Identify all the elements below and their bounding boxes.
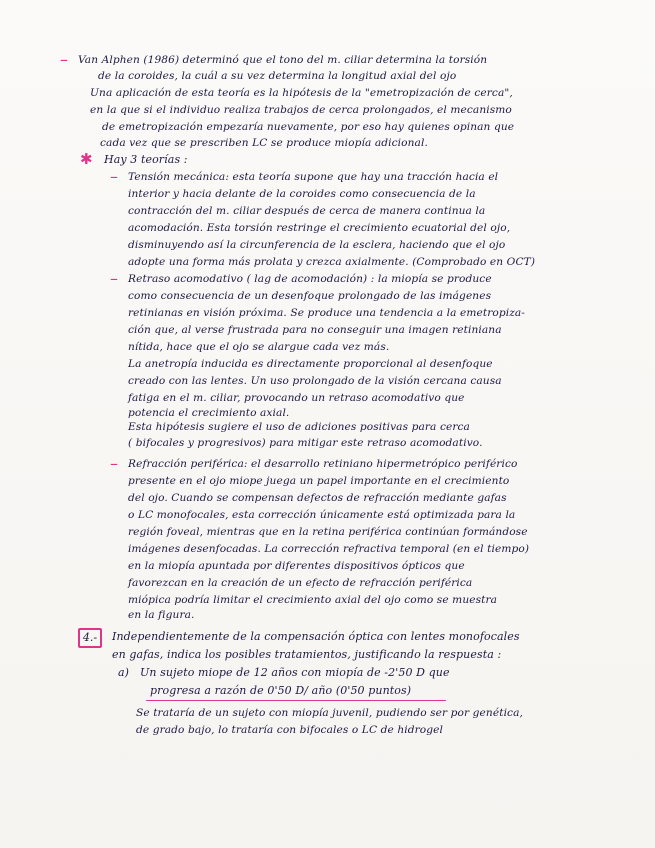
question-text-line: Independientemente de la compensación óptica con lentes monofocales <box>112 630 520 643</box>
question-text-line: Un sujeto miope de 12 años con miopía de -2'50 D que <box>140 666 450 679</box>
bullet-dash-icon: – <box>110 454 118 473</box>
text-line: nítida, hace que el ojo se alargue cada vez más. <box>128 341 390 353</box>
text-line: retinianas en visión próxima. Se produce una tendencia a la emetropiza- <box>128 307 525 319</box>
text-line: como consecuencia de un desenfoque prolongado de las imágenes <box>128 290 492 302</box>
text-line: interior y hacia delante de la coroides como consecuencia de la <box>128 188 476 200</box>
text-line: o LC monofocales, esta corrección únicamente está optimizada para la <box>128 509 516 521</box>
text-line: La anetropía inducida es directamente proporcional al desenfoque <box>128 358 493 370</box>
text-line: Refracción periférica: el desarrollo retiniano hipermetrópico periférico <box>128 458 518 470</box>
text-line: región foveal, mientras que en la retina periférica continúan formándose <box>128 526 528 538</box>
bullet-dash-icon: – <box>60 50 68 69</box>
text-line: de la coroides, la cuál a su vez determina la longitud axial del ojo <box>98 70 457 82</box>
text-line: ( bifocales y progresivos) para mitigar este retraso acomodativo. <box>128 437 483 449</box>
text-line: miópica podría limitar el crecimiento axial del ojo como se muestra <box>128 594 498 606</box>
text-line: creado con las lentes. Un uso prolongado de la visión cercana causa <box>128 375 502 387</box>
question-number-box: 4.- <box>78 628 102 648</box>
highlight-underline <box>146 700 446 701</box>
text-line: de emetropización empezaría nuevamente, por eso hay quienes opinan que <box>102 121 515 133</box>
text-line: Una aplicación de esta teoría es la hipótesis de la "emetropización de cerca", <box>90 87 513 99</box>
text-line: imágenes desenfocadas. La corrección refractiva temporal (en el tiempo) <box>128 543 530 555</box>
asterisk-icon: ✱ <box>80 150 93 168</box>
text-line: en la figura. <box>128 609 195 621</box>
text-line: ción que, al verse frustrada para no conseguir una imagen retiniana <box>128 324 502 336</box>
question-text-line: progresa a razón de 0'50 D/ año (0'50 puntos) <box>150 684 412 697</box>
text-line: presente en el ojo miope juega un papel importante en el crecimiento <box>128 475 510 487</box>
text-line: en la que si el individuo realiza trabajos de cerca prolongados, el mecanismo <box>90 104 512 116</box>
answer-line: de grado bajo, lo trataría con bifocales o LC de hidrogel <box>136 724 444 736</box>
section-heading: Hay 3 teorías : <box>104 153 188 166</box>
text-line: en la miopía apuntada por diferentes dispositivos ópticos que <box>128 560 465 572</box>
text-line: favorezcan en la creación de un efecto de refracción periférica <box>128 577 473 589</box>
text-line: contracción del m. ciliar después de cerca de manera continua la <box>128 205 486 217</box>
bullet-dash-icon: – <box>110 269 118 288</box>
text-line: Retraso acomodativo ( lag de acomodación) : la miopía se produce <box>128 273 492 285</box>
text-line: Van Alphen (1986) determinó que el tono del m. ciliar determina la torsión <box>78 54 488 66</box>
text-line: potencia el crecimiento axial. <box>128 407 290 419</box>
text-line: Esta hipótesis sugiere el uso de adiciones positivas para cerca <box>128 421 470 433</box>
text-line: cada vez que se prescriben LC se produce miopía adicional. <box>100 137 428 149</box>
bullet-dash-icon: – <box>110 167 118 186</box>
question-text-line: en gafas, indica los posibles tratamientos, justificando la respuesta : <box>112 648 502 661</box>
text-line: disminuyendo así la circunferencia de la esclera, haciendo que el ojo <box>128 239 506 251</box>
text-line: del ojo. Cuando se compensan defectos de refracción mediante gafas <box>128 492 507 504</box>
answer-line: Se trataría de un sujeto con miopía juvenil, pudiendo ser por genética, <box>136 707 523 719</box>
item-marker: a) <box>118 666 130 679</box>
text-line: acomodación. Esta torsión restringe el crecimiento ecuatorial del ojo, <box>128 222 511 234</box>
text-line: Tensión mecánica: esta teoría supone que hay una tracción hacia el <box>128 171 499 183</box>
text-line: fatiga en el m. ciliar, provocando un retraso acomodativo que <box>128 392 465 404</box>
text-line: adopte una forma más prolata y crezca axialmente. (Comprobado en OCT) <box>128 256 536 268</box>
